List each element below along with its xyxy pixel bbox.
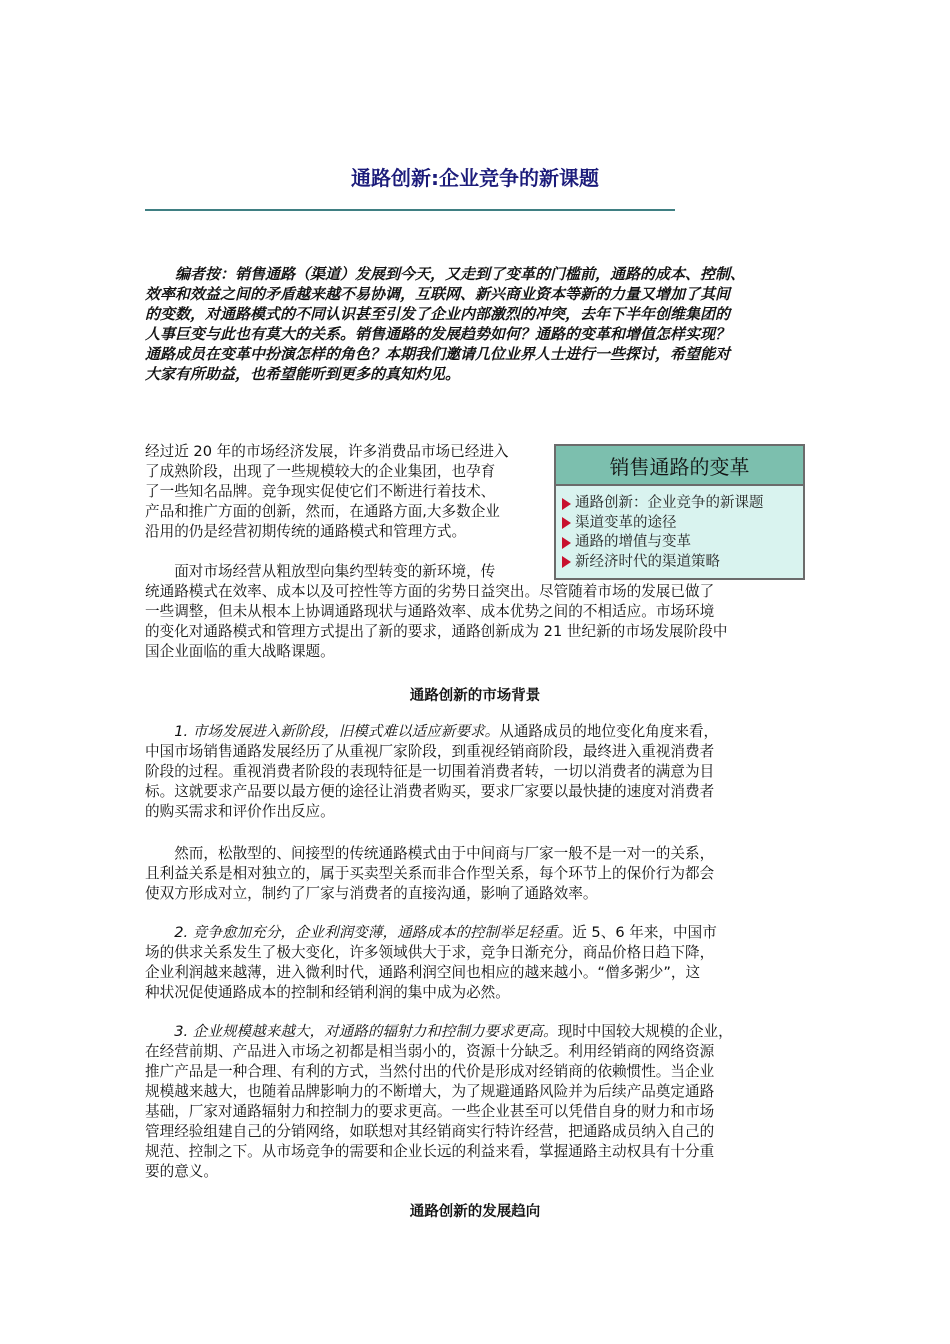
sidebar-item[interactable]: [562, 533, 803, 553]
text-line: 中国市场销售通路发展经历了从重视厂家阶段，到重视经销商阶段，最终进入重视消费者: [145, 743, 715, 760]
text-line: 使双方形成对立，制约了厂家与消费者的直接沟通，影响了通路效率。: [145, 885, 598, 902]
text-line: 基础，厂家对通路辐射力和控制力的要求更高。一些企业甚至可以凭借自身的财力和市场: [145, 1103, 715, 1120]
red-arrow-icon: [562, 517, 571, 529]
point-2-lead: 2. 竞争愈加充分，企业利润变薄，通路成本的控制举足轻重。: [145, 924, 573, 941]
however-paragraph: [145, 844, 714, 904]
text-line: 场的供求关系发生了极大变化，许多领域供大于求，竞争日渐充分，商品价格日趋下降，: [145, 944, 715, 961]
text-line: 要的意义。: [145, 1163, 218, 1180]
text-line: 且利益关系是相对独立的，属于买卖型关系而非合作型关系，每个环节上的保价行为都会: [145, 865, 715, 882]
editor-note-line: 人事巨变与此也有莫大的关系。销售通路的发展趋势如何？通路的变革和增值怎样实现？: [145, 325, 731, 343]
text-line: 了成熟阶段，出现了一些规模较大的企业集团，也孕育: [145, 463, 496, 480]
sidebar-item-label: 通路的增值与变革: [575, 534, 691, 550]
text-line: [145, 923, 717, 943]
text-line: 种状况促使通路成本的控制和经销利润的集中成为必然。: [145, 984, 510, 1001]
sidebar-list: [562, 494, 803, 572]
text-line: 的变化对通路模式和管理方式提出了新的要求，通路创新成为 21 世纪新的市场发展阶段中: [145, 623, 728, 640]
sidebar-item-label: 新经济时代的渠道策略: [575, 553, 720, 570]
point-2-rest: 近 5、6 年来，中国市: [572, 924, 717, 941]
text-line: 企业利润越来越薄，进入微利时代，通路利润空间也相应的越来越小。“僧多粥少”，这: [145, 964, 701, 981]
text-line: 一些调整，但未从根本上协调通路现状与通路效率、成本优势之间的不相适应。市场环境: [145, 603, 715, 620]
title-divider: [145, 209, 675, 211]
text-line: [145, 1022, 733, 1042]
point-3-lead: 3. 企业规模越来越大，对通路的辐射力和控制力要求更高。: [145, 1023, 558, 1040]
red-arrow-icon: [562, 498, 571, 510]
text-line: 标。这就要求产品要以最方便的途径让消费者购买，要求厂家要以最快捷的速度对消费者: [145, 783, 715, 800]
sidebar-item-label: 通路创新：企业竞争的新课题: [575, 495, 764, 511]
text-line: 管理经验组建自己的分销网络，如联想对其经销商实行特许经营，把通路成员纳入自己的: [145, 1123, 715, 1140]
page-title: 通路创新:企业竞争的新课题: [351, 166, 599, 190]
editor-note-line: 效率和效益之间的矛盾越来越不易协调，互联网、新兴商业资本等新的力量又增加了其间: [145, 285, 731, 303]
text-line: 面对市场经营从粗放型向集约型转变的新环境，传: [145, 563, 496, 580]
section-heading-market-background: 通路创新的市场背景: [409, 688, 541, 704]
text-line: 推广产品是一种合理、有利的方式，当然付出的代价是形成对经销商的依赖惯性。当企业: [145, 1063, 715, 1080]
text-line: 产品和推广方面的创新，然而，在通路方面,大多数企业: [145, 503, 500, 520]
sidebar-item[interactable]: [562, 494, 803, 514]
point-2-paragraph: [145, 923, 717, 1003]
editor-note: [145, 264, 810, 384]
text-line: [145, 722, 718, 742]
sidebar-heading: 销售通路的变革: [556, 446, 803, 486]
point-3-rest: 现时中国较大规模的企业，: [557, 1023, 733, 1040]
editor-note-line: 大家有所助益，也希望能听到更多的真知灼见。: [145, 365, 461, 383]
text-line: 然而，松散型的、间接型的传统通路模式由于中间商与厂家一般不是一对一的关系，: [145, 845, 715, 862]
text-line: 沿用的仍是经营初期传统的通路模式和管理方式。: [145, 523, 467, 540]
text-line: 统通路模式在效率、成本以及可控性等方面的劣势日益突出。尽管随着市场的发展已做了: [145, 583, 715, 600]
text-line: 阶段的过程。重视消费者阶段的表现特征是一切围着消费者转，一切以消费者的满意为目: [145, 763, 715, 780]
text-line: 规模越来越大，也随着品牌影响力的不断增大，为了规避通路风险并为后续产品奠定通路: [145, 1083, 715, 1100]
text-line: 规范、控制之下。从市场竞争的需要和企业长远的利益来看，掌握通路主动权具有十分重: [145, 1143, 715, 1160]
intro-paragraph-1: [145, 442, 509, 542]
editor-note-line: 编者按：销售通路（渠道）发展到今天，又走到了变革的门槛前，通路的成本、控制、: [145, 265, 746, 283]
editor-note-line: 通路成员在变革中扮演怎样的角色？本期我们邀请几位业界人士进行一些探讨，希望能对: [145, 345, 731, 363]
point-1-rest: 从通路成员的地位变化角度来看，: [499, 723, 719, 740]
text-line: 了一些知名品牌。竞争现实促使它们不断进行着技术、: [145, 483, 496, 500]
series-sidebar-box: [554, 444, 805, 580]
sidebar-item-label: 渠道变革的途径: [575, 514, 677, 531]
red-arrow-icon: [562, 556, 571, 568]
text-line: 国企业面临的重大战略课题。: [145, 643, 335, 660]
point-1-lead: 1. 市场发展进入新阶段，旧模式难以适应新要求。: [145, 723, 500, 740]
text-line: 经过近 20 年的市场经济发展，许多消费品市场已经进入: [145, 443, 509, 460]
section-heading-development-trend: 通路创新的发展趋向: [409, 1204, 541, 1220]
editor-note-line: 的变数，对通路模式的不同认识甚至引发了企业内部激烈的冲突，去年下半年创维集团的: [145, 305, 731, 323]
point-3-paragraph: [145, 1022, 733, 1182]
red-arrow-icon: [562, 537, 571, 549]
text-line: 的购买需求和评价作出反应。: [145, 803, 335, 820]
sidebar-item[interactable]: [562, 553, 803, 573]
point-1-paragraph: [145, 722, 718, 822]
sidebar-item[interactable]: [562, 514, 803, 534]
text-line: 在经营前期、产品进入市场之初都是相当弱小的，资源十分缺乏。利用经销商的网络资源: [145, 1043, 715, 1060]
